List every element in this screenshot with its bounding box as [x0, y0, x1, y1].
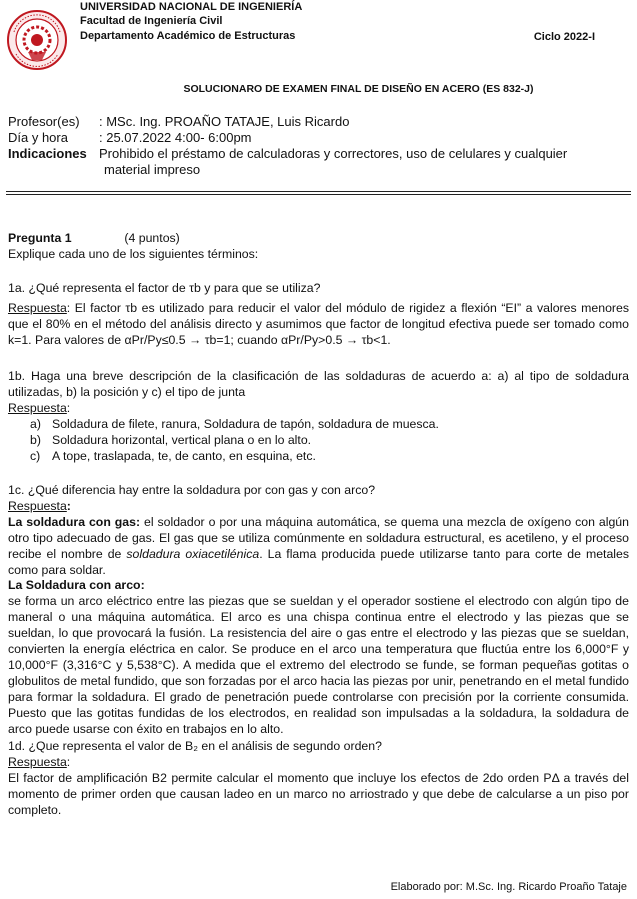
q1b-question: 1b. Haga una breve descripción de la clasificación de las soldaduras de acuerdo a: a) al tipo de soldadura utilizadas, b) la posición y c) el tipo de junta	[8, 369, 629, 399]
footer-author: Elaborado por: M.Sc. Ing. Ricardo Proaño Tataje	[390, 881, 627, 893]
list-item: b) Soldadura horizontal, vertical plana o en lo alto.	[30, 433, 312, 447]
q1d-question: 1d. ¿Que representa el valor de B₂ en el análisis de segundo orden?	[8, 739, 382, 753]
question-1-heading: Pregunta 1	[8, 231, 72, 245]
q1b-response-row: Respuesta:	[8, 401, 71, 415]
date-row	[8, 130, 252, 145]
q1d-response-row: Respuesta:	[8, 755, 71, 769]
document-title: SOLUCIONARO DE EXAMEN FINAL DE DISEÑO EN ACERO (ES 832-J)	[183, 83, 534, 95]
professor-label: Profesor(es)	[8, 114, 80, 129]
divider-top	[6, 191, 631, 192]
list-item: a) Soldadura de filete, ranura, Soldadura de tapón, soldadura de muesca.	[30, 417, 439, 431]
date-value: : 25.07.2022 4:00- 6:00pm	[99, 130, 252, 145]
q1d-answer: El factor de amplificación B2 permite calcular el momento que incluye los efectos de 2do orden PΔ a través del momento de primer orden que causan ladeo en un marco no arriostrado y que debe de calcularse a un piso por completo.	[8, 771, 629, 817]
arc-welding-label: La Soldadura con arco:	[8, 578, 145, 592]
cycle-label: Ciclo 2022-I	[533, 31, 595, 43]
divider-bottom	[6, 194, 631, 195]
q1c-response-row: Respuesta:	[8, 499, 71, 513]
indications-value-1: Prohibido el préstamo de calculadoras y correctores, uso de celulares y cualquier	[99, 146, 568, 161]
list-item: c) A tope, traslapada, te, de canto, en esquina, etc.	[30, 449, 316, 463]
gas-italic-term: soldadura oxiacetilénica	[126, 547, 260, 561]
q1c-gas-paragraph: La soldadura con gas: el soldador o por una máquina automática, se quema una mezcla de oxígeno con algún otro tipo adecuado de gas. El gas que se utiliza comúnmente en soldadura estructural, es acetileno, y el proceso recibe el nombre de soldadura oxiacetilénica. La flama producida puede utilizarse tanto para corte de metales como para soldar.	[8, 515, 630, 577]
indications-row	[8, 146, 567, 161]
question-1-points: (4 puntos)	[124, 231, 180, 245]
question-1-instructions: Explique cada uno de los siguientes términos:	[8, 247, 259, 261]
indications-value-2: material impreso	[104, 162, 201, 177]
q1a-response-label: Respuesta	[8, 301, 67, 315]
professor-row	[8, 114, 349, 129]
q1c-response-label: Respuesta	[8, 499, 67, 513]
faculty-name: Facultad de Ingeniería Civil	[80, 15, 223, 27]
q1a-answer-block	[8, 300, 629, 348]
q1d-response-label: Respuesta	[8, 755, 67, 769]
department-name: Departamento Académico de Estructuras	[80, 30, 296, 42]
university-seal-icon	[6, 2, 68, 82]
q1c-arc-paragraph: se forma un arco eléctrico entre las piezas que se sueldan y el operador sostiene el electrodo con algún tipo de maneral o una máquina automática. El arco es una chispa continua entre el electrodo y las piezas que se sueldan, lo que provocará la fusión. La resistencia del aire o gas entre el electrodo y las piezas que se sueldan, convierten la energía eléctrica en calor. Se produce en el arco una temperatura que fluctúa entre los 6,000°F y 10,000°F (3,316°C y 5,538°C). A medida que el extremo del electrodo se funde, se forman pequeñas gotitas o globulitos de metal fundido, que son forzadas por el arco hacia las piezas por unir, penetrando en el metal fundido para formar la soldadura. El grado de penetración puede controlarse con precisión por la corriente consumida. Puesto que las gotitas fundidas de los electrodos, en realidad son impulsadas a la soldadura, la soldadura de arco puede usarse con éxito en trabajos en lo alto.	[8, 594, 629, 736]
university-name: UNIVERSIDAD NACIONAL DE INGENIERÍA	[80, 1, 303, 13]
q1b-list	[30, 416, 439, 464]
q1a-answer: : El factor τb es utilizado para reducir el valor del módulo de rigidez a flexión “EI” a valores menores que el 80% en el método del análisis directo y asumimos que factor de longitud efectiva puede ser tomado como k=1. Para valores de αPr/Py≤0.5 → τb=1; cuando αPr/Py>0.5 → τb<1.	[8, 301, 629, 347]
question-1-header	[8, 230, 629, 246]
professor-value: : MSc. Ing. PROAÑO TATAJE, Luis Ricardo	[99, 114, 350, 129]
q1c-question: 1c. ¿Qué diferencia hay entre la soldadura por con gas y con arco?	[8, 483, 376, 497]
indications-label: Indicaciones	[8, 146, 87, 161]
date-label: Día y hora	[8, 130, 68, 145]
gas-welding-label: La soldadura con gas:	[8, 515, 141, 529]
q1b-response-label: Respuesta	[8, 401, 67, 415]
q1a-question: 1a. ¿Qué representa el factor de τb y para que se utiliza?	[8, 281, 321, 295]
